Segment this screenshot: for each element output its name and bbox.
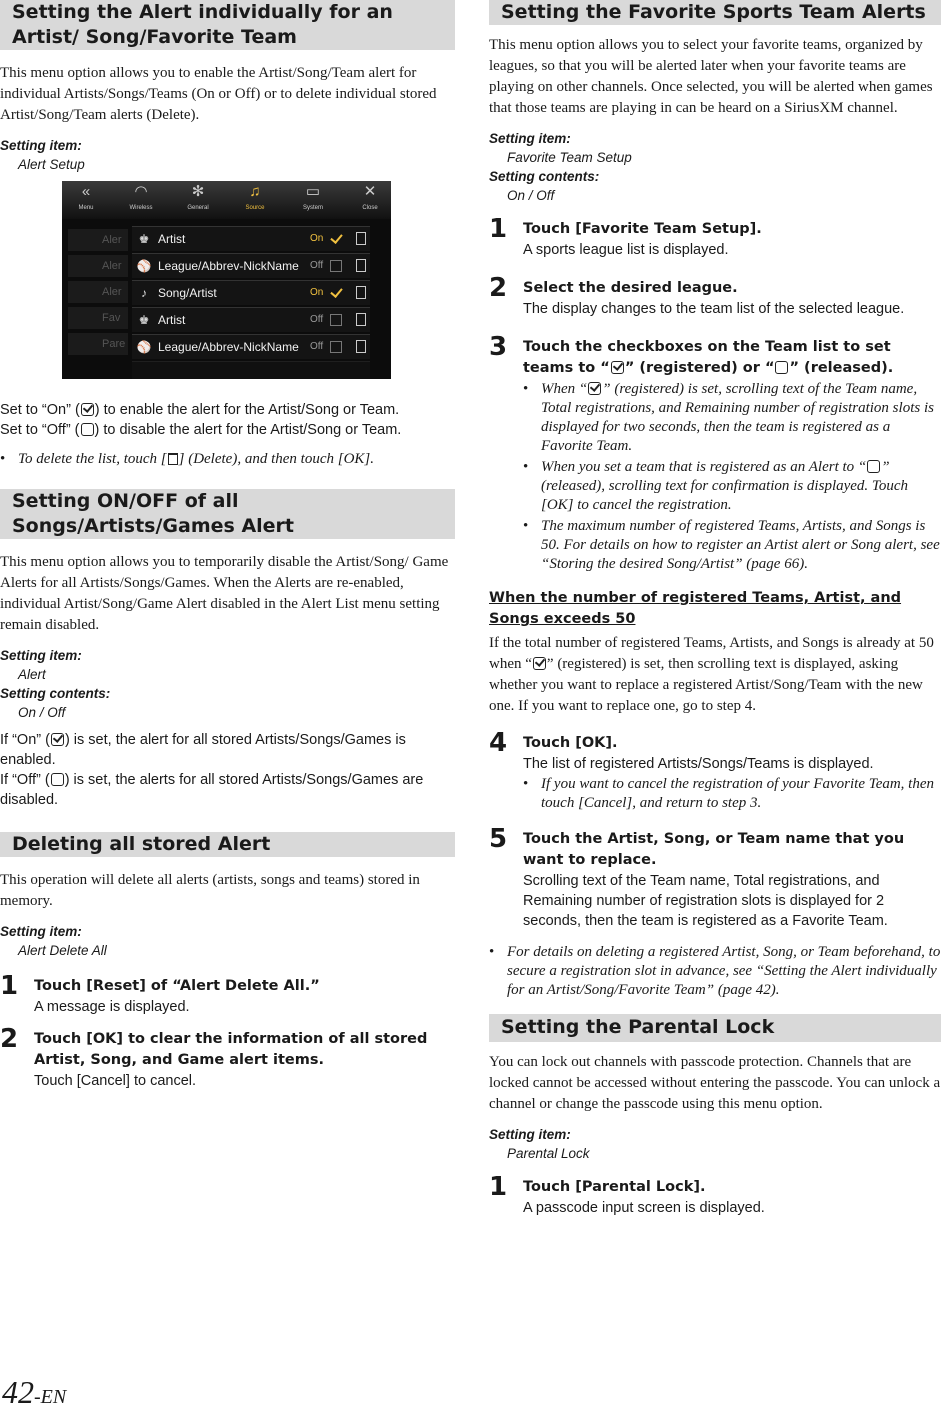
off-description: Set to “Off” ( ) to disable the alert for the Artist/Song or Team.: [0, 422, 402, 438]
setting-item-value: Alert Delete All: [18, 943, 107, 958]
checked-box-icon: [611, 361, 624, 374]
alert-state: On: [310, 233, 324, 244]
setting-item-label: Setting item:: [0, 924, 82, 939]
checked-box-icon: [51, 733, 64, 746]
alert-row[interactable]: [132, 280, 370, 305]
step-2: [0, 1024, 455, 1091]
alert-row[interactable]: [132, 307, 370, 332]
step-title: Touch the Artist, Song, or Team name that you want to replace.: [523, 831, 905, 868]
alert-row-partial: [132, 361, 370, 379]
setting-item-label: Setting item:: [489, 131, 571, 146]
setting-item-value: Parental Lock: [507, 1146, 590, 1161]
step-title: Touch [Parental Lock].: [523, 1179, 706, 1195]
section-heading-parental-lock: Setting the Parental Lock: [489, 1014, 941, 1042]
step-description: A sports league list is displayed.: [523, 242, 729, 258]
step-number: 1: [489, 1172, 508, 1202]
setting-item-value: Alert Setup: [18, 157, 85, 172]
step-1: [0, 971, 455, 1017]
alert-row[interactable]: [132, 334, 370, 359]
empty-box-icon: [867, 460, 880, 473]
trash-icon: [168, 453, 178, 465]
setting-item-label: Setting item:: [0, 648, 82, 663]
step-2: [489, 273, 941, 319]
step-5: [489, 824, 941, 931]
page-number: 42-EN: [2, 1374, 67, 1410]
setting-item-value: Favorite Team Setup: [507, 150, 632, 165]
alert-state: Off: [310, 260, 324, 271]
setting-item-label: Setting item:: [489, 1127, 571, 1142]
close-icon[interactable]: ✕ Close: [362, 183, 378, 211]
delete-note: • To delete the list, touch [ ] (Delete), and then touch [OK].: [0, 451, 374, 467]
alert-checkbox[interactable]: [330, 287, 342, 299]
alert-name: League/Abbrev-NickName: [158, 259, 299, 273]
left-column: [0, 0, 455, 1091]
setting-contents-value: On / Off: [18, 705, 66, 720]
sub-body: If the total number of registered Teams, Artists, and Songs is already at 50 when “ ” (registered) is set, then scrolling text is displayed, asking whether you want to replace a registered Artist/Song/Team with the new one. If you want to replace one, go to step 4.: [489, 635, 934, 714]
step-number: 1: [0, 971, 19, 1001]
step-title: Select the desired league.: [523, 280, 738, 296]
delete-icon[interactable]: [356, 286, 366, 299]
step-note: • When “ ” (registered) is set, scrolling text of the Team name, Total registrations, and Remaining number of registration slots is displayed for two seconds, then the team is registered as a Favorite Team.: [523, 381, 934, 454]
background-menu-item: Aler: [68, 281, 128, 303]
section-body: This operation will delete all alerts (artists, songs and teams) stored in memory.: [0, 872, 420, 909]
setting-contents-label: Setting contents:: [0, 686, 111, 701]
section-heading-alert-individually: Setting the Alert individually for an Artist/ Song/Favorite Team: [0, 0, 455, 50]
team-icon: ⚾: [136, 259, 152, 273]
step-title: Touch [OK] to clear the information of all stored Artist, Song, and Game alert items.: [34, 1031, 428, 1068]
step-note: • When you set a team that is registered as an Alert to “ ” (released), scrolling text for confirmation is displayed. Touch [OK] to cancel the registration.: [523, 459, 909, 513]
delete-icon[interactable]: [356, 313, 366, 326]
alert-state: Off: [310, 341, 324, 352]
artist-icon: ♚: [138, 313, 150, 327]
alert-name: Artist: [158, 313, 186, 327]
checked-box-icon: [533, 657, 546, 670]
alert-checkbox[interactable]: [330, 233, 342, 245]
background-menu-item: Aler: [68, 229, 128, 251]
screen-toolbar: [62, 181, 391, 219]
step-title: Touch [Favorite Team Setup].: [523, 221, 762, 237]
alert-checkbox[interactable]: [330, 341, 342, 353]
background-menu-item: Pare: [68, 333, 128, 355]
section-body: This menu option allows you to enable the Artist/Song/Team alert for individual Artists/Songs/Teams (On or Off) or to delete individual stored Artist/Song/Team alerts (Delete).: [0, 65, 437, 123]
alert-name: Artist: [158, 232, 186, 246]
step-description: Touch [Cancel] to cancel.: [34, 1073, 197, 1089]
general-note: • For details on deleting a registered Artist, Song, or Team beforehand, to secure a registration slot in advance, see “Setting the Alert individually for an Artist/Song/Favorite Team” (page 42).: [489, 944, 941, 998]
step-note: • If you want to cancel the registration of your Favorite Team, then touch [Cancel], and return to step 3.: [523, 776, 935, 811]
section-heading-delete-all: Deleting all stored Alert: [0, 832, 455, 857]
delete-icon[interactable]: [356, 340, 366, 353]
right-column: [489, 0, 941, 1218]
delete-icon[interactable]: [356, 232, 366, 245]
music-icon[interactable]: ♫ Source: [245, 183, 265, 211]
step-title: Touch [Reset] of “Alert Delete All.”: [34, 978, 320, 994]
step-title: Touch the checkboxes on the Team list to set teams to “ ” (registered) or “ ” (released).: [523, 339, 894, 376]
section-body: This menu option allows you to select your favorite teams, organized by leagues, so that you will be alerted later when your favorite teams are playing on other channels. Once selected, you will be alerted when games that those teams are playing in can be heard on a SiriusXM channel.: [489, 37, 933, 116]
step-description: A passcode input screen is displayed.: [523, 1200, 765, 1216]
step-number: 2: [0, 1024, 19, 1054]
step-number: 5: [489, 824, 508, 854]
setting-item-label: Setting item:: [0, 138, 82, 153]
alert-row[interactable]: [132, 226, 370, 251]
step-3: [489, 332, 941, 574]
alert-name: League/Abbrev-NickName: [158, 340, 299, 354]
alert-row[interactable]: [132, 253, 370, 278]
background-menu-item: Aler: [68, 255, 128, 277]
step-note: • The maximum number of registered Teams, Artists, and Songs is 50. For details on how to register an Artist alert or Song alert, see “Storing the desired Song/Artist” (page 66).: [523, 518, 940, 572]
checked-box-icon: [588, 382, 601, 395]
empty-box-icon: [81, 423, 94, 436]
step-number: 1: [489, 214, 508, 244]
team-icon: ⚾: [136, 340, 152, 354]
gear-icon[interactable]: ✻ General: [187, 183, 209, 211]
step-4: [489, 728, 941, 813]
section-body: This menu option allows you to temporarily disable the Artist/Song/ Game Alerts for all Artists/Songs/Games. When the Alerts are re-enabled, individual Artist/Song/Game Alert disabled in the Alert List menu setting remain disabled.: [0, 554, 449, 633]
step-1: [489, 214, 941, 260]
background-menu-item: Fav: [68, 307, 128, 329]
section-body: You can lock out channels with passcode protection. Channels that are locked cannot be accessed without entering the passcode. You can unlock a channel or change the passcode using this menu option.: [489, 1054, 941, 1112]
artist-icon: ♚: [138, 232, 150, 246]
step-description: A message is displayed.: [34, 999, 190, 1015]
step-description: Scrolling text of the Team name, Total registrations, and Remaining number of registration slots is displayed for 2 seconds, then the team is registered as a Favorite Team.: [523, 873, 888, 929]
step-title: Touch [OK].: [523, 735, 618, 751]
step-number: 3: [489, 332, 508, 362]
alert-setup-screenshot: [62, 181, 391, 379]
off-description: If “Off” ( ) is set, the alerts for all stored Artists/Songs/Games are disabled.: [0, 772, 424, 808]
step-description: The list of registered Artists/Songs/Teams is displayed.: [523, 756, 874, 772]
empty-box-icon: [775, 361, 788, 374]
empty-box-icon: [51, 773, 64, 786]
alert-state: Off: [310, 314, 324, 325]
setting-contents-label: Setting contents:: [489, 169, 600, 184]
step-number: 2: [489, 273, 508, 303]
section-heading-favorite-team: Setting the Favorite Sports Team Alerts: [489, 0, 941, 25]
setting-item-value: Alert: [18, 667, 46, 682]
alert-checkbox[interactable]: [330, 314, 342, 326]
song-icon: ♪: [141, 286, 147, 300]
wireless-icon[interactable]: ◠ Wireless: [129, 183, 153, 211]
subheading-exceeds-50: When the number of registered Teams, Artist, and Songs exceeds 50: [489, 590, 902, 627]
alert-checkbox[interactable]: [330, 260, 342, 272]
back-icon[interactable]: « Menu: [78, 183, 94, 211]
step-1: [489, 1172, 941, 1218]
on-description: Set to “On” ( ) to enable the alert for the Artist/Song or Team.: [0, 402, 400, 418]
on-description: If “On” ( ) is set, the alert for all stored Artists/Songs/Games is enabled.: [0, 732, 406, 768]
section-heading-all-alerts: Setting ON/OFF of all Songs/Artists/Games Alert: [0, 489, 455, 539]
step-description: The display changes to the team list of the selected league.: [523, 301, 905, 317]
setting-contents-value: On / Off: [507, 188, 555, 203]
delete-icon[interactable]: [356, 259, 366, 272]
alert-state: On: [310, 287, 324, 298]
checked-box-icon: [81, 403, 94, 416]
alert-name: Song/Artist: [158, 286, 217, 300]
monitor-icon[interactable]: ▭ System: [302, 183, 323, 211]
step-number: 4: [489, 728, 508, 758]
